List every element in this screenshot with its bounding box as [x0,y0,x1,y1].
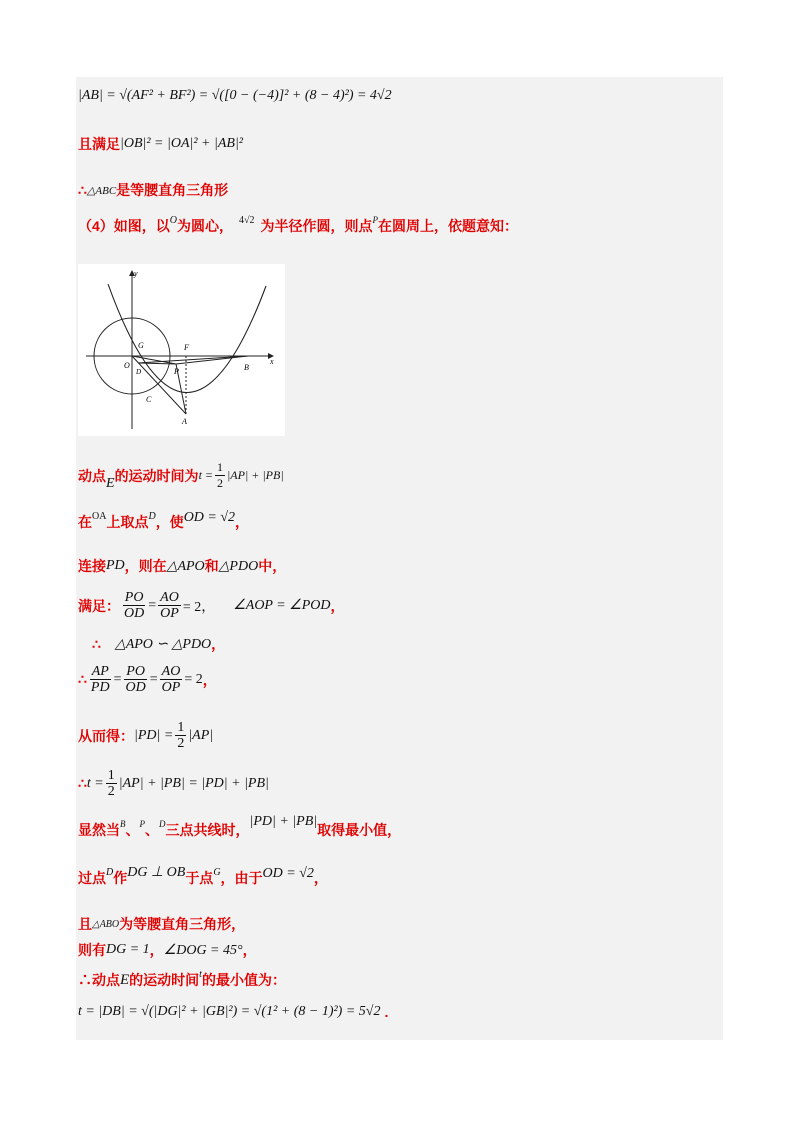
label-p: P [174,367,179,376]
pd-expression: |PD| = [134,727,174,743]
point-b-label: B [120,819,126,829]
label-c: C [146,395,152,404]
collinear-end: 取得最小值， [317,822,402,838]
iso-text: 为等腰直角三角形， [119,916,246,932]
conclusion-text: 是等腰直角三角形 [116,182,229,198]
triangle-apo: △APO [166,558,205,574]
thus-prefix: 从而得： [78,727,134,744]
dg-value: DG = 1 [106,942,150,957]
minimum-intro-line [78,970,286,990]
ab-length-formula: |AB| = √(AF² + BF²) = √([0 − (−4)]² + (8 − 4)²) = 4√2 [78,88,392,103]
perp-prefix: 过点 [78,870,106,886]
fraction-denominator: OD [124,606,145,621]
take-point-line [78,512,249,532]
figure-svg [78,264,285,436]
triangle-abc: △ABC [86,184,117,197]
time-mid-text: 的运动时间为 [114,467,199,484]
segment-pd-label: PD [106,558,125,573]
fraction-ao-op [158,590,181,621]
take-prefix: 在 [78,514,92,530]
connect-pd-line [78,556,286,576]
t-rhs: |AP| + |PB| = |PD| + |PB| [118,775,269,791]
separator: 、 [145,822,159,838]
label-x: x [270,357,274,366]
thus-line [78,720,213,751]
then-line [78,940,257,960]
radius-value: 4√2 [239,214,255,226]
fraction-denominator: OP [160,606,179,621]
od-formula: OD = √2 [262,866,314,881]
pd-pb-sum: |PD| + |PB| [249,814,318,829]
isosceles-abo-line [78,914,245,934]
final-result-line [78,1004,388,1020]
min-end: 的最小值为： [201,972,286,988]
fraction-po-od [124,664,148,695]
label-g: G [138,341,144,350]
segment-oa-label: OA [92,510,107,522]
satisfy-end: ， [330,597,345,614]
fraction-ap-pd [89,664,112,695]
part4-text-1: 为圆心， [177,218,234,234]
similarity-formula: △APO ∽ △PDO [114,636,212,652]
point-e-label: E [120,971,130,988]
isosceles-conclusion-line [78,180,228,200]
fraction-denominator: PD [90,680,110,695]
then-end: ， [242,942,257,958]
satisfy-prefix: 满足： [78,597,120,614]
ab-length-line [78,88,392,104]
point-p-label: P [372,215,379,225]
triangle-pdo: △PDO [218,558,259,574]
motion-time-line [78,460,284,491]
fraction-po-od [122,590,146,621]
equals-sign: = [148,597,157,613]
fraction-numerator: AO [161,664,181,679]
perpendicular-line [78,864,328,888]
point-d-label: D [106,866,114,878]
time-formula-lhs: t = [198,468,213,482]
satisfy-line [78,590,345,621]
half-fraction [175,720,186,751]
fraction-numerator: 1 [177,720,185,735]
take-end: ， [235,514,250,530]
fraction-denominator: 2 [107,784,115,799]
od-formula: OD = √2 [183,510,236,525]
iso-prefix: 且 [78,916,92,932]
connect-end: 中， [258,558,287,574]
fraction-denominator: 2 [217,476,223,490]
fraction-numerator: PO [124,590,144,605]
label-o: O [124,361,130,370]
label-f: F [184,343,189,352]
therefore-symbol: ∴ [78,181,87,198]
angle-equality: ∠AOP = ∠POD [233,598,331,613]
fraction-numerator: AO [160,590,179,605]
variable-t-label: t [199,968,202,980]
angle-dog-value: ∠DOG = 45° [163,942,243,958]
point-d-label: D [148,510,156,522]
t-expression-line [78,768,269,799]
separator: ， [149,942,164,958]
ratio-value: = 2 [184,671,203,687]
connect-prefix: 连接 [78,558,106,574]
condition-prefix: 且满足 [78,136,120,152]
point-p-label: P [139,819,145,829]
condition-formula: |OB|² = |OA|² + |AB|² [120,136,244,151]
perpendicular-formula: DG ⊥ OB [127,864,186,880]
connect-mid-text: ，则在 [124,558,167,574]
point-d-label: D [159,819,166,829]
perp-end: ， [313,870,328,886]
triangle-abo: △ABO [92,918,120,930]
fraction-numerator: PO [126,664,145,679]
final-end: . [384,1004,389,1020]
ap-expression: |AP| [188,727,214,743]
fraction-denominator: OD [125,680,146,695]
collinear-mid-text: 三点共线时， [165,822,250,838]
similar-line [92,634,225,654]
point-o-label: O [169,214,178,226]
perp-mid-text: 作 [113,870,128,886]
part4-text-3: 在圆周上，依题意知： [378,218,519,234]
label-y: y [134,269,138,278]
fraction-numerator: AP [91,664,109,679]
time-prefix: 动点 [78,467,106,484]
similar-end: ， [211,636,226,652]
ratio-value: = 2， [182,599,216,615]
segment-oa [132,356,186,414]
condition-line [78,134,243,154]
perp-mid-text-2: 于点 [185,870,214,886]
part4-intro-line [78,216,518,236]
take-mid-text: 上取点 [106,514,149,530]
half-fraction [106,768,117,799]
final-formula: t = |DB| = √(|DG|² + |GB|²) = √(1² + (8 − 1)²) = 5√2 [78,1004,381,1019]
separator: 、 [125,822,140,838]
t-lhs: t = [86,775,104,791]
part4-prefix: （4）如图，以 [78,218,170,234]
min-prefix: ∴动点 [78,972,120,988]
therefore-symbol: ∴ [78,775,87,791]
fraction-ao-op [160,664,183,695]
therefore-symbol: ∴ [78,671,87,687]
label-d: D [136,368,142,376]
perp-mid-text-3: ，由于 [220,870,263,886]
ratio-line: ∴ $\frac{AP}{PD}$ = $\frac{PO}{OD}$ = $\frac{AO}{OP}$ = 2 ， [78,664,217,695]
half-fraction [215,460,225,491]
collinear-line [78,814,402,840]
fraction-numerator: 1 [107,768,115,783]
connect-and: 和 [204,558,219,574]
min-mid-text: 的运动时间 [129,972,200,988]
collinear-prefix: 显然当 [78,822,120,838]
ratio-end: ， [202,671,217,688]
take-mid-text-2: ，使 [155,514,184,530]
point-g-label: G [213,866,221,878]
fraction-denominator: 2 [177,736,185,751]
part4-text-2: 为半径作圆，则点 [260,218,373,234]
time-formula-rhs: |AP| + |PB| [227,468,284,482]
therefore-symbol: ∴ [92,635,101,652]
geometry-figure [78,264,285,436]
label-b: B [244,363,249,372]
fraction-denominator: OP [161,680,181,695]
then-prefix: 则有 [78,942,106,958]
fraction-numerator: 1 [217,460,223,474]
point-e-label: E [106,475,115,491]
label-a: A [182,417,187,426]
